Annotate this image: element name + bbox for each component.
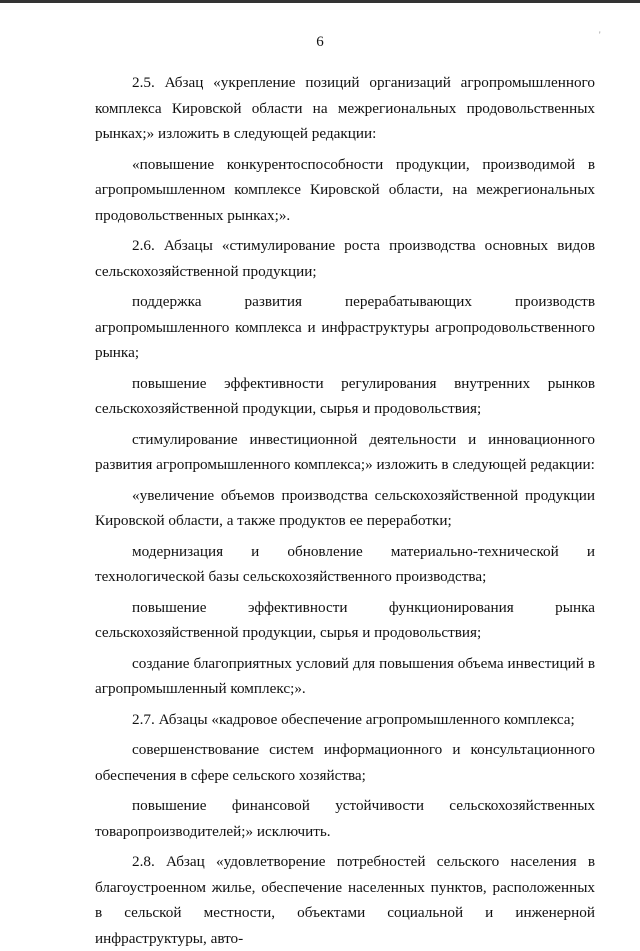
paragraph-2-5: 2.5. Абзац «укрепление позиций организаций агропромышленного комплекса Кировской области на межрегиональных продовольственных рынках;» изложить в следующей редакции: — [95, 74, 595, 142]
page-number: 6 — [316, 34, 324, 50]
paragraph-2-6-item: повышение эффективности регулирования внутренних рынков сельскохозяйственной продукции, сырья и продовольствия; — [95, 374, 595, 417]
paragraph-2-6-new-text: модернизация и обновление материально-технической и технологической базы сельскохозяйственного производства; — [95, 542, 595, 585]
paragraph-2-6: 2.6. Абзацы «стимулирование роста производства основных видов сельскохозяйственной продукции; — [95, 237, 595, 280]
paragraph-2-7: 2.7. Абзацы «кадровое обеспечение агропромышленного комплекса; — [132, 710, 575, 728]
top-border-line — [0, 0, 640, 3]
paragraph-2-6-new-text: создание благоприятных условий для повышения объема инвестиций в агропромышленный комплекс;». — [95, 654, 595, 697]
paragraph-2-6-item: поддержка развития перерабатывающих производств агропромышленного комплекса и инфраструктуры агропродовольственного рынка; — [95, 293, 595, 361]
scan-mark: ' — [599, 30, 601, 40]
paragraph-2-8: 2.8. Абзац «удовлетворение потребностей сельского населения в благоустроенном жилье, обеспечение населенных пунктов, расположенных в сельской местности, объектами социальной и инженерной инфраструктуры, авто- — [95, 853, 595, 947]
paragraph-2-6-item: стимулирование инвестиционной деятельности и инновационного развития агропромышленного комплекса;» изложить в следующей редакции: — [95, 430, 595, 473]
document-body — [95, 70, 595, 951]
paragraph-2-6-new-text: «увеличение объемов производства сельскохозяйственной продукции Кировской области, а также продуктов ее переработки; — [95, 486, 595, 529]
paragraph-2-7-item: совершенствование систем информационного и консультационного обеспечения в сфере сельского хозяйства; — [95, 741, 595, 784]
paragraph-2-6-new-text: повышение эффективности функционирования рынка сельскохозяйственной продукции, сырья и продовольствия; — [95, 598, 595, 641]
paragraph-2-7-item: повышение финансовой устойчивости сельскохозяйственных товаропроизводителей;» исключить. — [95, 797, 595, 840]
paragraph-2-5-new-text: «повышение конкурентоспособности продукции, производимой в агропромышленном комплексе Кировской области, на межрегиональных продовольственных рынках;». — [95, 155, 595, 224]
